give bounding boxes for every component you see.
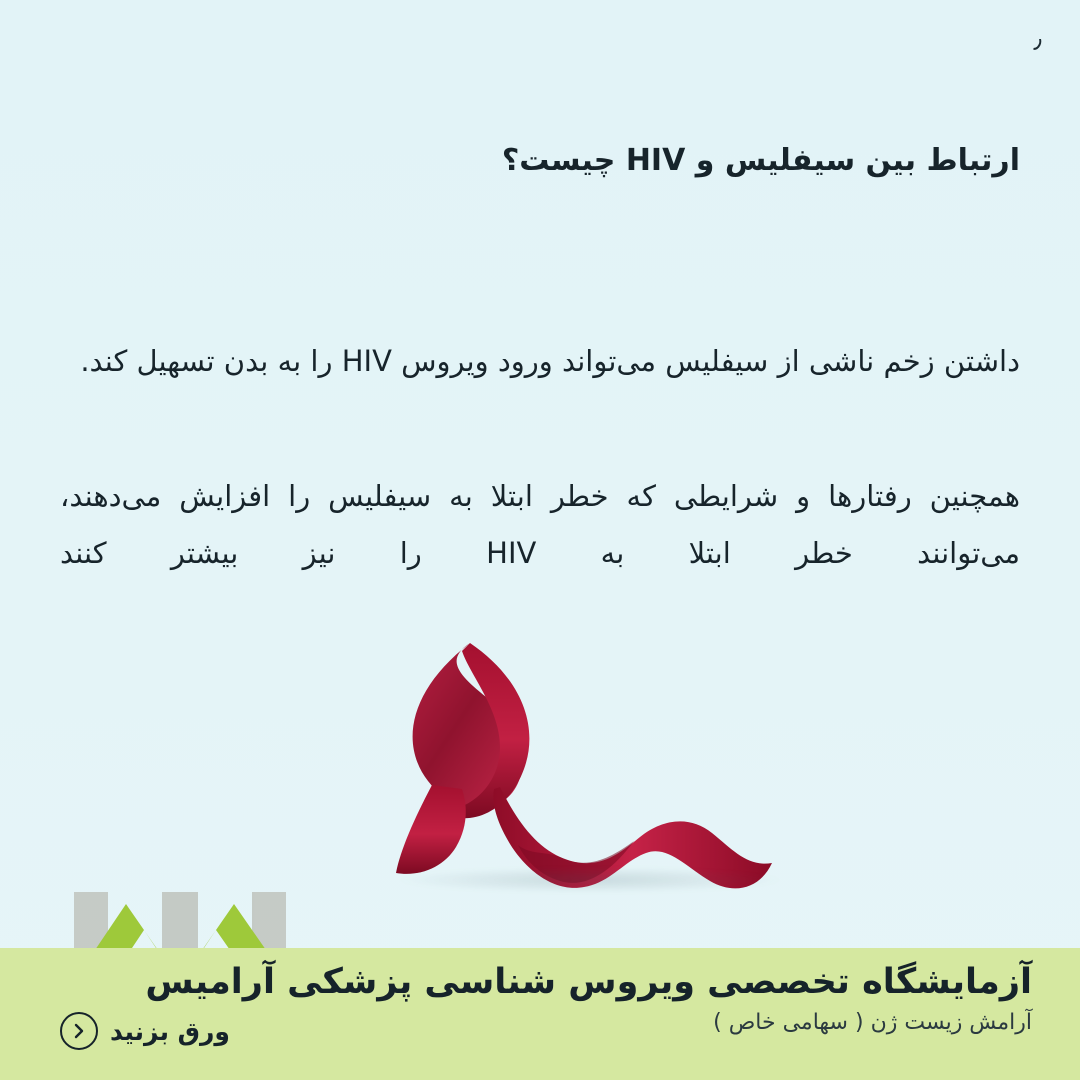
chevron-glyph bbox=[72, 1023, 86, 1039]
swipe-next-control[interactable] bbox=[60, 1012, 230, 1050]
body-paragraph-1: داشتن زخم ناشی از سیفلیس می‌تواند ورود ویروس HIV را به بدن تسهیل کند. bbox=[80, 344, 1020, 378]
awareness-ribbon-illustration bbox=[0, 605, 1080, 925]
lab-subtitle: آرامش زیست ژن ( سهامی خاص ) bbox=[713, 1010, 1032, 1035]
ribbon-tail-left bbox=[396, 785, 466, 874]
body-paragraph-2-line-1: همچنین رفتارها و شرایطی که خطر ابتلا به سیفلیس را افزایش می‌دهند، bbox=[60, 479, 1020, 513]
swipe-label: ورق بزنید bbox=[110, 1016, 230, 1046]
footer-bar bbox=[0, 948, 1080, 1080]
lab-identity bbox=[145, 962, 1032, 1035]
ribbon-shadow bbox=[395, 867, 785, 893]
chevron-right-icon[interactable] bbox=[60, 1012, 98, 1050]
body-paragraph-2 bbox=[60, 468, 1020, 581]
corner-marker: ٫ bbox=[1033, 24, 1042, 54]
body-paragraph-2-line-2: می‌توانند خطر ابتلا به HIV را نیز بیشتر کنند bbox=[60, 535, 1020, 570]
lab-name: آزمایشگاه تخصصی ویروس شناسی پزشکی آرامیس bbox=[145, 962, 1032, 1002]
page-title: ارتباط بین سیفلیس و HIV چیست؟ bbox=[501, 143, 1020, 178]
